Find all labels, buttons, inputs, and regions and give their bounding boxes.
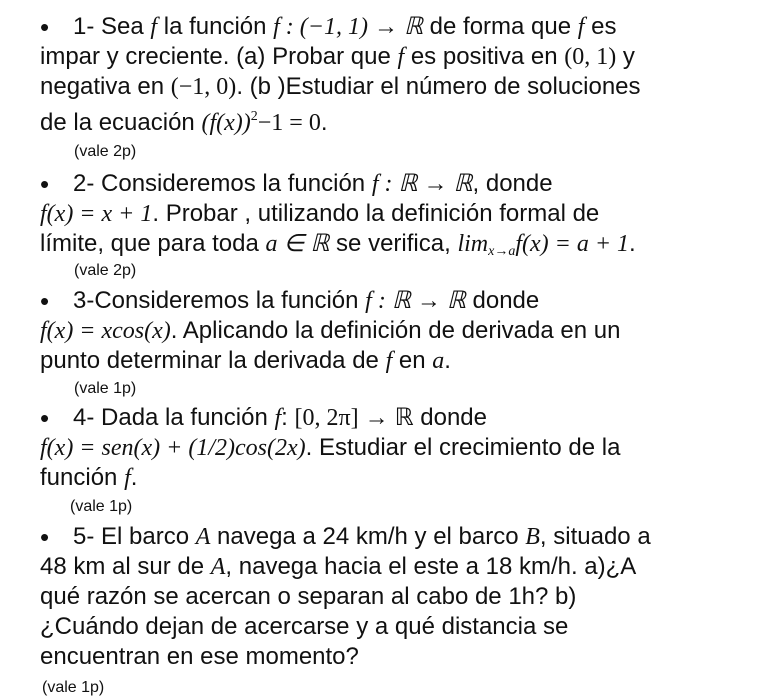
problem-5-value: (vale 1p) — [42, 679, 105, 696]
problem-3-value: (vale 1p) — [74, 380, 137, 397]
problem-5 — [40, 522, 756, 672]
problem-1 — [40, 12, 756, 138]
problem-4-line-1: 4- Dada la función f: [0, 2π] → ℝ donde — [73, 404, 487, 431]
problem-2-line-3: límite, que para toda a ∈ ℝ se verifica, limx→af(x) = a + 1. — [40, 230, 636, 259]
problem-5-value-clipped — [42, 679, 142, 696]
bullet-icon: • — [40, 286, 50, 316]
problem-3 — [40, 286, 756, 376]
problem-2-line-1: 2- Consideremos la función f : ℝ → ℝ, donde — [73, 170, 553, 197]
problem-3-line-3: punto determinar la derivada de f en a. — [40, 347, 451, 374]
problem-4-line-2: f(x) = sen(x) + (1/2)cos(2x). Estudiar el crecimiento de la — [40, 434, 621, 461]
problem-2-line-2: f(x) = x + 1. Probar , utilizando la definición formal de — [40, 200, 600, 227]
bullet-icon: • — [40, 403, 50, 433]
problem-1-line-1: 1- Sea f la función f : (−1, 1) → ℝ de forma que f es — [73, 13, 617, 40]
problem-2-value: (vale 2p) — [74, 262, 137, 279]
problem-4-value: (vale 1p) — [70, 498, 133, 515]
problem-5-line-2: 48 km al sur de A, navega hacia el este a 18 km/h. a)¿A — [40, 553, 637, 580]
problem-3-line-1: 3-Consideremos la función f : ℝ → ℝ donde — [73, 287, 540, 314]
problem-3-line-2: f(x) = xcos(x). Aplicando la definición de derivada en un — [40, 317, 621, 344]
problem-1-line-2: impar y creciente. (a) Probar que f es positiva en (0, 1) y — [40, 43, 635, 70]
bullet-icon: • — [40, 169, 50, 199]
bullet-icon: • — [40, 522, 50, 552]
problem-4-line-3: función f. — [40, 464, 138, 491]
problem-4 — [40, 403, 756, 493]
problem-5-line-1: 5- El barco A navega a 24 km/h y el barco B, situado a — [73, 523, 651, 550]
bullet-icon: • — [40, 12, 50, 42]
problem-5-line-5: encuentran en ese momento? — [40, 643, 359, 670]
problem-5-line-3: qué razón se acercan o separan al cabo de 1h? b) — [40, 583, 577, 610]
problem-2 — [40, 169, 756, 267]
problem-1-value: (vale 2p) — [74, 143, 137, 160]
problem-5-line-4: ¿Cuándo dejan de acercarse y a qué distancia se — [40, 613, 569, 640]
problem-1-line-3: negativa en (−1, 0). (b )Estudiar el número de soluciones — [40, 73, 641, 100]
problem-1-line-4: de la ecuación $(f(x))^2-1 = 0$. — [40, 109, 328, 136]
